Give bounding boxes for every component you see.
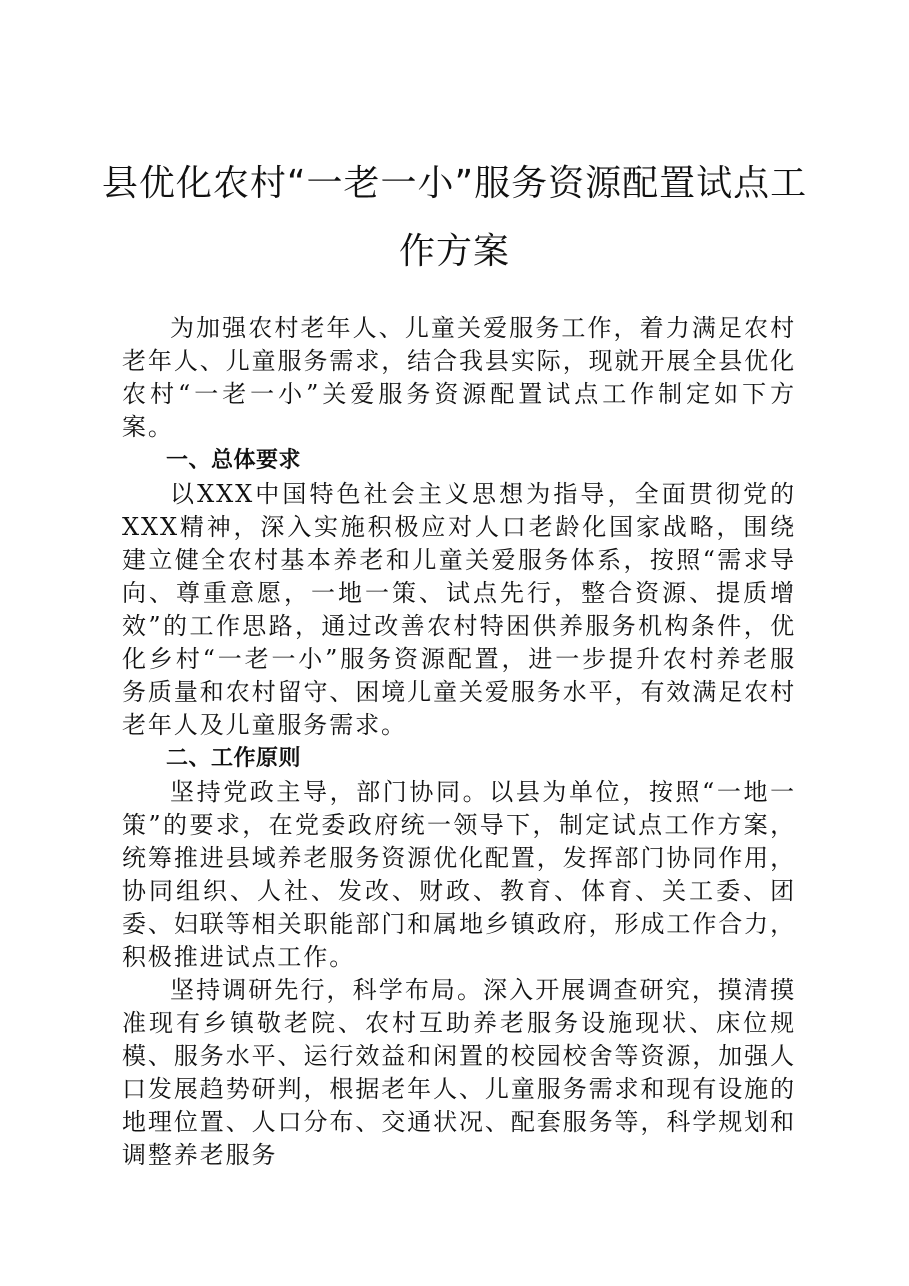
section-2-paragraph-1: 坚持党政主导，部门协同。以县为单位，按照“一地一策”的要求，在党委政府统一领导下，制定试点工作方案，统筹推进县域养老服务资源优化配置，发挥部门协同作用，协同组织、人社、发改、财政、教育、体育、关工委、团委、妇联等相关职能部门和属地乡镇政府，形成工作合力，积极推进试点工作。 [122, 778, 796, 971]
section-heading-work-principles: 二、工作原则 [166, 746, 302, 771]
section-1-paragraph: 以XXX中国特色社会主义思想为指导，全面贯彻党的XXX精神，深入实施积极应对人口老龄化国家战略，围绕建立健全农村基本养老和儿童关爱服务体系，按照“需求导向、尊重意愿，一地一策、试点先行，整合资源、提质增效”的工作思路，通过改善农村特困供养服务机构条件，优化乡村“一老一小”服务资源配置，进一步提升农村养老服务质量和农村留守、困境儿童关爱服务水平，有效满足农村老年人及儿童服务需求。 [122, 480, 796, 739]
intro-paragraph: 为加强农村老年人、儿童关爱服务工作，着力满足农村老年人、儿童服务需求，结合我县实际，现就开展全县优化农村“一老一小”关爱服务资源配置试点工作制定如下方案。 [122, 314, 796, 441]
document-body [122, 312, 796, 1172]
document-title: 县优化农村“一老一小”服务资源配置试点工作方案 [101, 163, 808, 272]
section-2-paragraph-2: 坚持调研先行，科学布局。深入开展调查研究，摸清摸准现有乡镇敬老院、农村互助养老服务设施现状、床位规模、服务水平、运行效益和闲置的校园校舍等资源，加强人口发展趋势研判，根据老年人、儿童服务需求和现有设施的地理位置、人口分布、交通状况、配套服务等，科学规划和调整养老服务 [122, 976, 796, 1169]
section-heading-overall-requirements: 一、总体要求 [166, 448, 302, 473]
